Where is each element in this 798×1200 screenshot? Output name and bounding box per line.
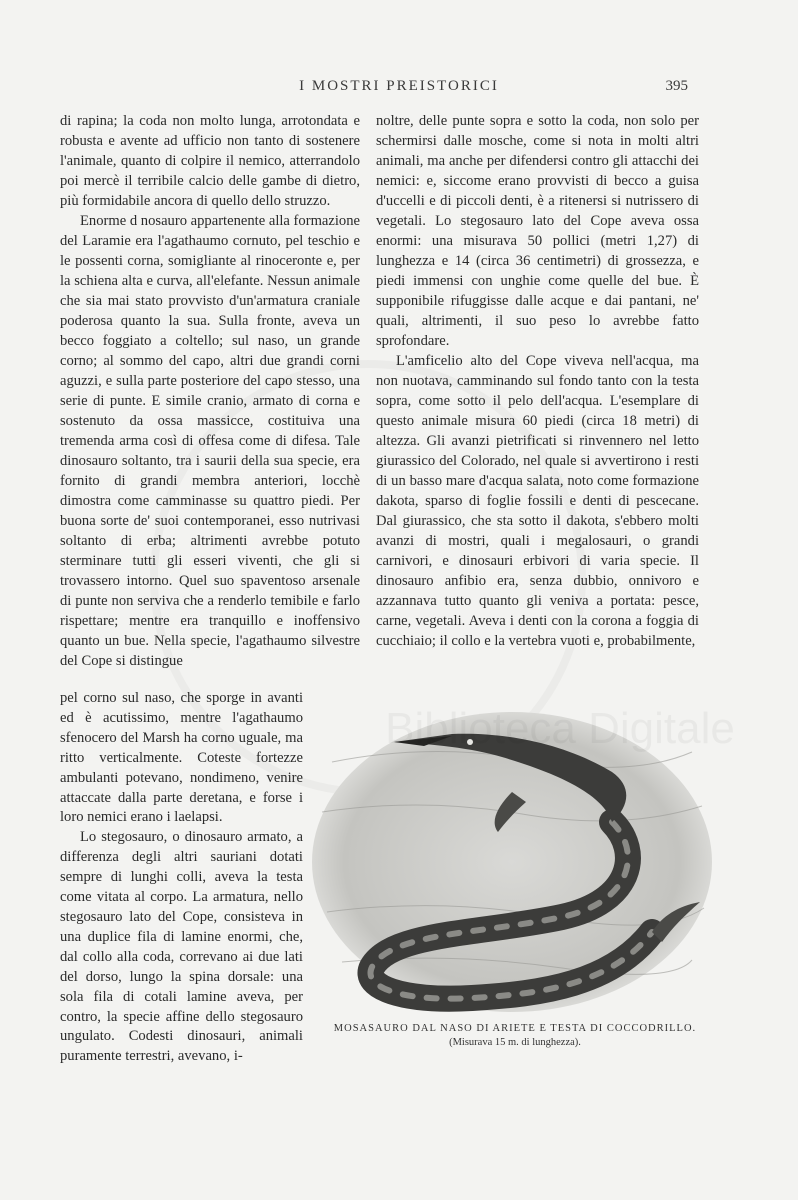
paragraph: Enorme d nosauro appartenente alla formazione del Laramie era l'agathaumo cornuto, pel teschio e le possenti corna, somigliante al rinoceronte e, per la schiena alta e curva, all'elefante. Nessun animale che sia mai stato provvisto d'un'armatura craniale poderosa quanto la sua. Sulla fronte, aveva un becco foggiato a coltello; sul naso, un grande corno; al sommo del capo, altri due grandi corni aguzzi, e sulla parte posteriore del capo stesso, una serie di punte. E simile cranio, armato di corna e sostenuto da ossa massicce, costituiva una tremenda arma così di offesa come di difesa. Tale dinosauro soltanto, tra i saurii della sua specie, era fornito di grandi membra anteriori, locchè dimostra come camminasse su quattro piedi. Per buona sorte de' suoi contemporanei, esso nutrivasi soltanto di erba; altrimenti avrebbe potuto sterminare tutti gli esseri viventi, che gli si trovassero intorno. Quel suo spaventoso arsenale di punte non serviva che a renderlo temibile e farlo rispettare; mentre era tranquillo e inoffensivo quanto un bue. Nella specie, l'agathaumo silvestre del Cope si distingue [60, 213, 360, 669]
caption-note: (Misurava 15 m. di lunghezza). [449, 1037, 581, 1048]
page-header [0, 78, 798, 100]
paragraph: L'amficelio alto del Cope viveva nell'acqua, ma non nuotava, camminando sul fondo tanto con la testa sopra, come sotto il pelo dell'acqua. L'esemplare di questo animale misura 60 piedi (circa 18 metri) di altezza. Gli avanzi pietrificati si rinvennero nel letto giurassico del Colorado, nel quale si avvertirono i resti di un basso mare d'acqua salata, noto come formazione dakota, sparso di foglie fossili e denti di pescecane. Dal giurassico, che sta sotto il dakota, s'ebbero molti avanzi di mostri, quali i megalosauri, o grandi carnivori, e dinosauri erbivori di varia specie. Il dinosauro anfibio era, senza dubbio, onnivoro e azzannava tutto quanto gli veniva a portata: pesce, carne, vegetali. Aveva i denti con la corona a foggia di cucchiaio; il collo e la vertebra vuoti e, probabilmente, [376, 353, 699, 649]
page-number: 395 [665, 78, 688, 94]
left-column-lower [60, 689, 303, 1067]
watermark [380, 705, 740, 753]
paragraph: di rapina; la coda non molto lunga, arrotondata e robusta e avente ad ufficio non tanto di sostenere l'animale, quanto di colpire il nemico, atterrandolo poi mercè il terribile calcio delle gambe di dietro, più formidabile ancora di quello dello struzzo. [60, 113, 360, 209]
paragraph: Lo stegosauro, o dinosauro armato, a differenza degli altri sauriani dotati sempre di lunghi colli, aveva la testa come vitata al corpo. La armatura, nello stegosauro lato del Cope, consisteva in una duplice fila di lamine enormi, che, dal collo alla coda, correvano ai due lati del dorso, lungo la spina dorsale: una sola fila di cotali lamine aveva, per contro, la specie affine dello stegosauro ungulato. Codesti dinosauri, animali puramente terrestri, avevano, i- [60, 829, 303, 1065]
running-title: I MOSTRI PREISTORICI [299, 78, 499, 94]
caption-title: MOSASAURO DAL NASO DI ARIETE E TESTA DI COCCODRILLO. [333, 1023, 697, 1034]
paragraph: pel corno sul naso, che sporge in avanti ed è acutissimo, mentre l'agathaumo sfenocero del Marsh ha corno uguale, ma ritto verticalmente. Coteste fortezze ambulanti potevano, nondimeno, venire attaccate dalla parte deretana, e forse i loro nemici erano i laelapsi. [60, 690, 303, 826]
right-column [376, 111, 699, 651]
figure-caption [320, 1022, 710, 1050]
paragraph: noltre, delle punte sopra e sotto la coda, non solo per schermirsi dalle mosche, come si nota in molti altri animali, ma anche per difendersi contro gli attacchi dei nemici: e, siccome erano provvisti di becco a guisa d'uccelli e di piccoli denti, è a ritenersi si nutrissero di vegetali. Lo stegosauro lato del Cope aveva ossa enormi: una misurava 50 pollici (metri 1,27) di lunghezza e 14 (circa 36 centimetri) di grossezza, e piedi immensi con unghie come quelle del bue. È supponibile rifuggisse dalle acque e dai pantani, ne' quali, altrimenti, il suo peso lo avrebbe fatto sprofondare. [376, 113, 699, 349]
left-column [60, 111, 360, 671]
